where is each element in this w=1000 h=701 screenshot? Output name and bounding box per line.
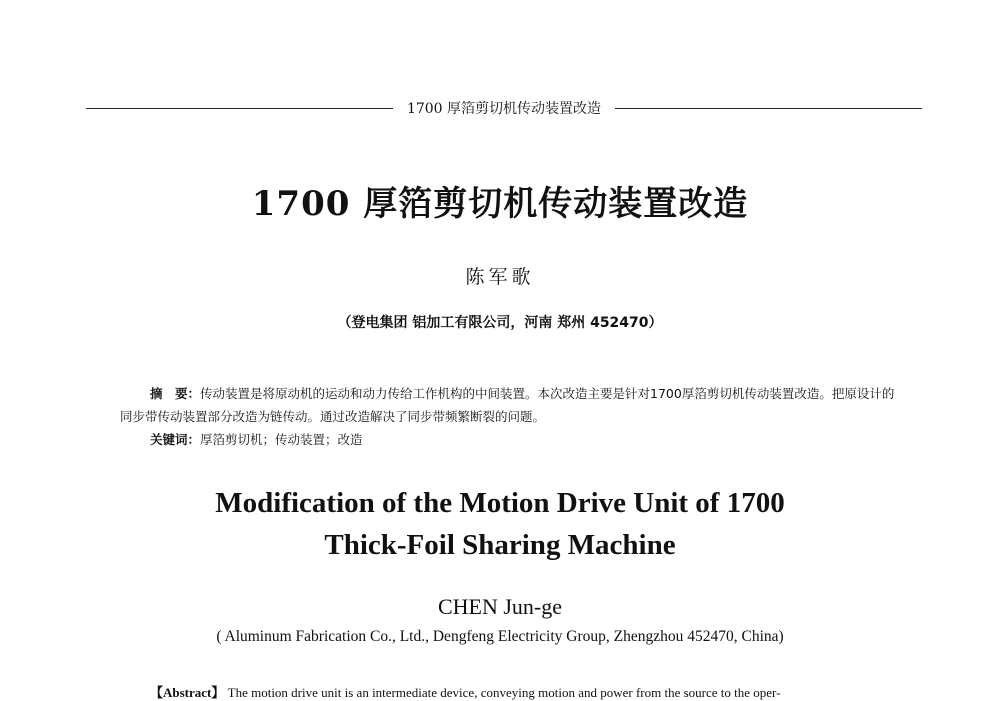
abstract-cn-text: 传动装置是将原动机的运动和动力传给工作机构的中间装置。本次改造主要是针对1700厚箔剪切机传动装置改造。把原设计的同步带传动装置部分改造为链传动。通过改造解决了同步带频繁断裂的问题。 — [120, 386, 895, 424]
author-name-en: CHEN Jun-ge — [437, 594, 563, 619]
running-header — [86, 98, 922, 118]
paper-title-cn: 1700 厚箔剪切机传动装置改造 — [251, 184, 749, 224]
header-rule-right — [615, 108, 922, 109]
paper-title-en-line1: Modification of the Motion Drive Unit of 1700 — [215, 487, 785, 519]
abstract-en-label: 【Abstract】 — [150, 685, 225, 700]
keywords-cn-text: 厚箔剪切机；传动装置；改造 — [200, 432, 363, 447]
paper-title-en — [0, 482, 1000, 566]
abstract-en-text: The motion drive unit is an intermediate device, conveying motion and power from the source to the oper- — [224, 685, 781, 700]
affiliation-cn: （登电集团 铝加工有限公司，河南 郑州 452470） — [337, 315, 663, 331]
author-name-cn: 陈军歌 — [465, 266, 535, 288]
running-header-text: 1700 厚箔剪切机传动装置改造 — [406, 101, 602, 117]
abstract-cn-label: 摘 要： — [150, 386, 201, 401]
paper-title-en-line2: Thick-Foil Sharing Machine — [324, 529, 676, 561]
abstract-en — [150, 682, 930, 701]
abstract-cn — [120, 382, 900, 428]
affiliation-en: ( Aluminum Fabrication Co., Ltd., Dengfeng Electricity Group, Zhengzhou 452470, China) — [216, 628, 784, 645]
keywords-cn-label: 关键词： — [150, 432, 201, 447]
keywords-cn — [150, 428, 363, 451]
header-rule-left — [86, 108, 393, 109]
